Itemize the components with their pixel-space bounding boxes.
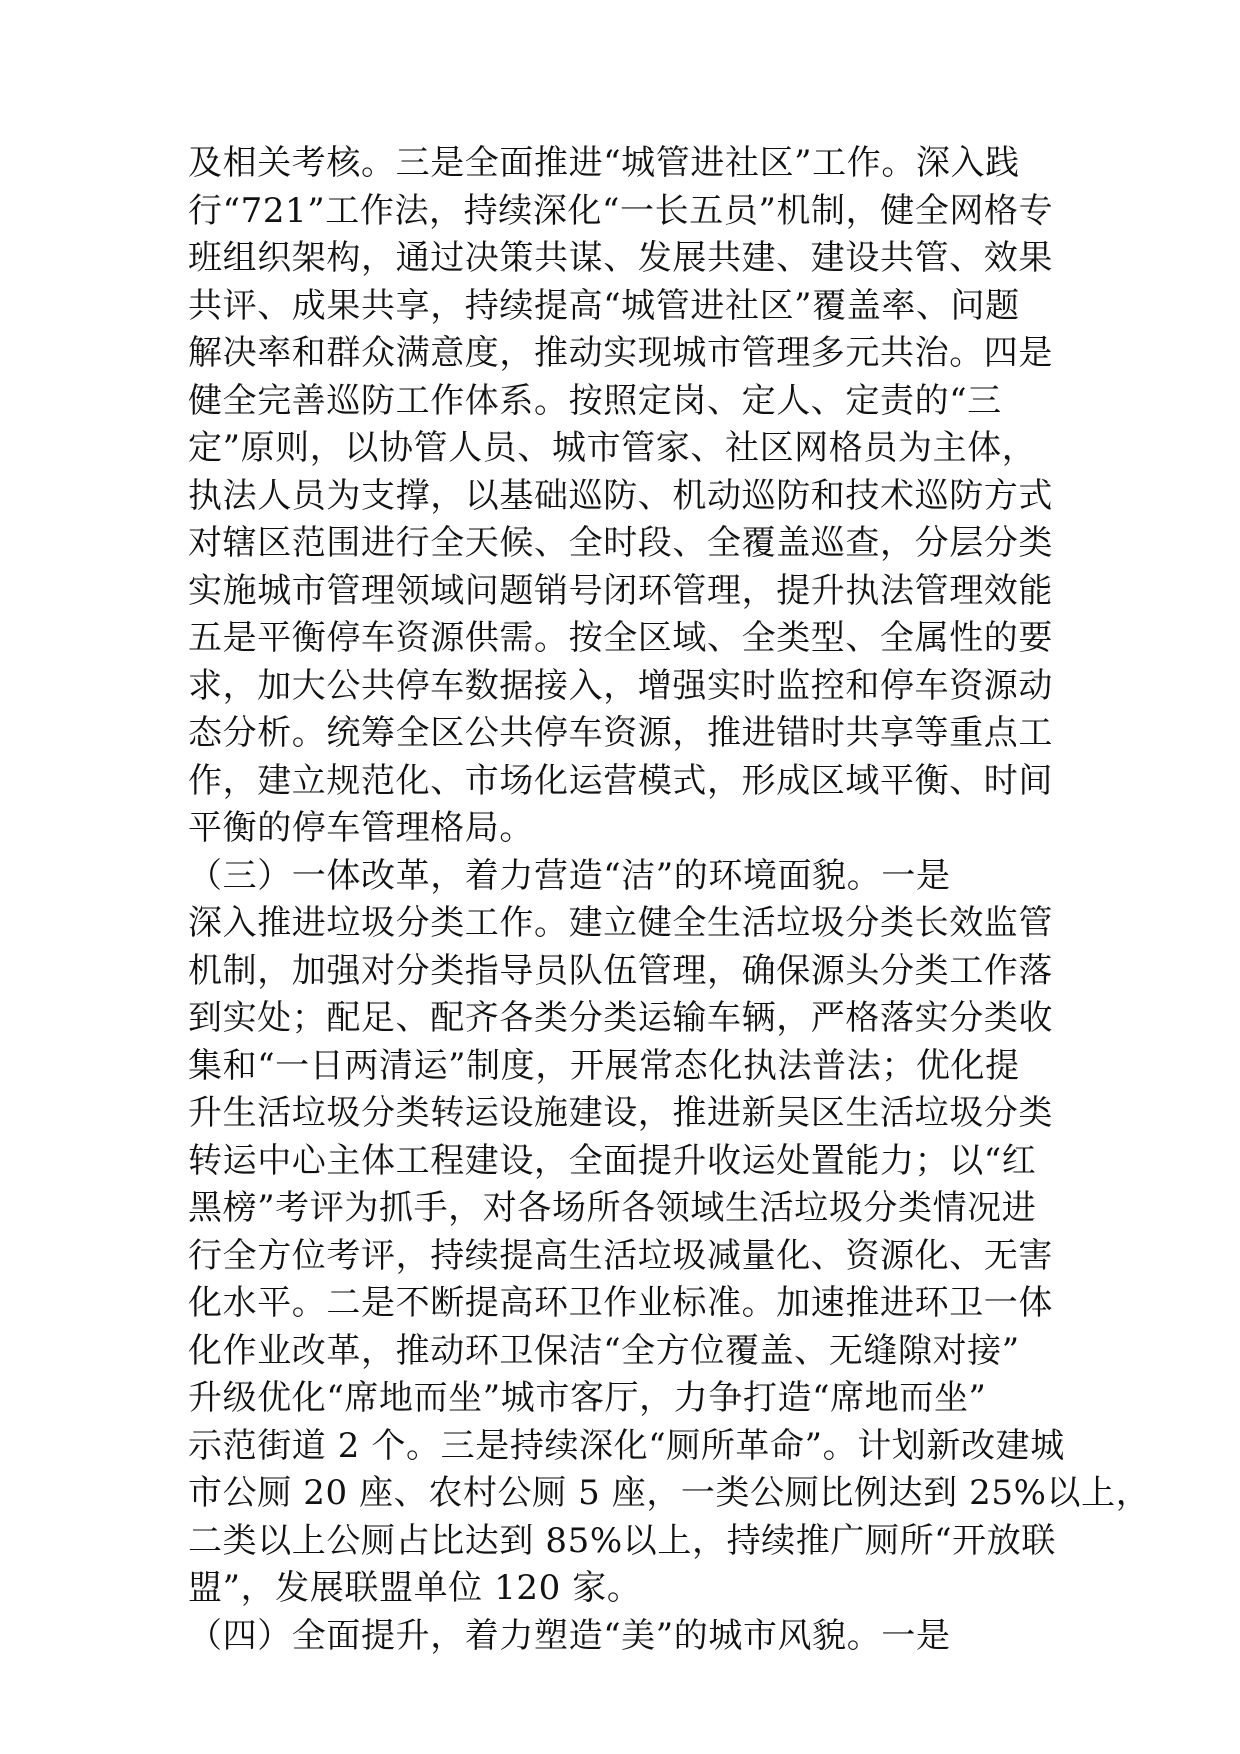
text-line: 机制，加强对分类指导员队伍管理，确保源头分类工作落 xyxy=(188,950,1053,991)
text-line: 五是平衡停车资源供需。按全区域、全类型、全属性的要 xyxy=(188,618,1053,658)
text-line: 转运中心主体工程建设，全面提升收运处置能力；以“红 xyxy=(188,1140,1037,1181)
document-page xyxy=(188,140,1151,1660)
text-line: 市公厕 20 座、农村公厕 5 座，一类公厕比例达到 25%以上， xyxy=(188,1473,1151,1513)
text-line: 行“721”工作法，持续深化“一长五员”机制，健全网格专 xyxy=(188,190,1054,231)
text-line: 黑榜”考评为抓手，对各场所各领域生活垃圾分类情况进 xyxy=(188,1188,1037,1228)
text-line: 作，建立规范化、市场化运营模式，形成区域平衡、时间 xyxy=(188,760,1053,801)
text-line: 化水平。二是不断提高环卫作业标准。加速推进环卫一体 xyxy=(188,1283,1053,1323)
section-heading-line: （四）全面提升，着力塑造“美”的城市风貌。一是 xyxy=(188,1615,951,1656)
text-line: 求，加大公共停车数据接入，增强实时监控和停车资源动 xyxy=(188,665,1053,706)
text-line: 班组织架构，通过决策共谋、发展共建、建设共管、效果 xyxy=(188,238,1053,278)
text-line: 实施城市管理领域问题销号闭环管理，提升执法管理效能 xyxy=(188,570,1053,611)
text-line: 态分析。统筹全区公共停车资源，推进错时共享等重点工 xyxy=(188,713,1053,753)
text-line: 深入推进垃圾分类工作。建立健全生活垃圾分类长效监管 xyxy=(188,903,1053,943)
text-line: 二类以上公厕占比达到 85%以上，持续推广厕所“开放联 xyxy=(188,1520,1056,1561)
text-line: 升生活垃圾分类转运设施建设，推进新吴区生活垃圾分类 xyxy=(188,1093,1053,1133)
text-line: 升级优化“席地而坐”城市客厅，力争打造“席地而坐” xyxy=(188,1378,987,1418)
text-line: 定”原则，以协管人员、城市管家、社区网格员为主体， xyxy=(188,428,1037,468)
text-line: 示范街道 2 个。三是持续深化“厕所革命”。计划新改建城 xyxy=(188,1425,1065,1466)
text-line: 盟”，发展联盟单位 120 家。 xyxy=(188,1568,642,1608)
text-line: 共评、成果共享，持续提高“城管进社区”覆盖率、问题 xyxy=(188,285,1020,326)
text-line: 健全完善巡防工作体系。按照定岗、定人、定责的“三 xyxy=(188,380,1002,421)
text-line: 到实处；配足、配齐各类分类运输车辆，严格落实分类收 xyxy=(188,998,1053,1038)
text-line: 化作业改革，推动环卫保洁“全方位覆盖、无缝隙对接” xyxy=(188,1330,1020,1371)
text-line: 对辖区范围进行全天候、全时段、全覆盖巡查，分层分类 xyxy=(188,523,1053,563)
text-line: 集和“一日两清运”制度，开展常态化执法普法；优化提 xyxy=(188,1045,1020,1086)
text-line: 执法人员为支撑，以基础巡防、机动巡防和技术巡防方式 xyxy=(188,475,1053,516)
section-heading-line: （三）一体改革，着力营造“洁”的环境面貌。一是 xyxy=(188,855,951,896)
text-line: 行全方位考评，持续提高生活垃圾减量化、资源化、无害 xyxy=(188,1235,1053,1276)
text-line: 平衡的停车管理格局。 xyxy=(188,808,534,848)
text-line: 及相关考核。三是全面推进“城管进社区”工作。深入践 xyxy=(188,143,1020,183)
text-line: 解决率和群众满意度，推动实现城市管理多元共治。四是 xyxy=(188,333,1053,373)
